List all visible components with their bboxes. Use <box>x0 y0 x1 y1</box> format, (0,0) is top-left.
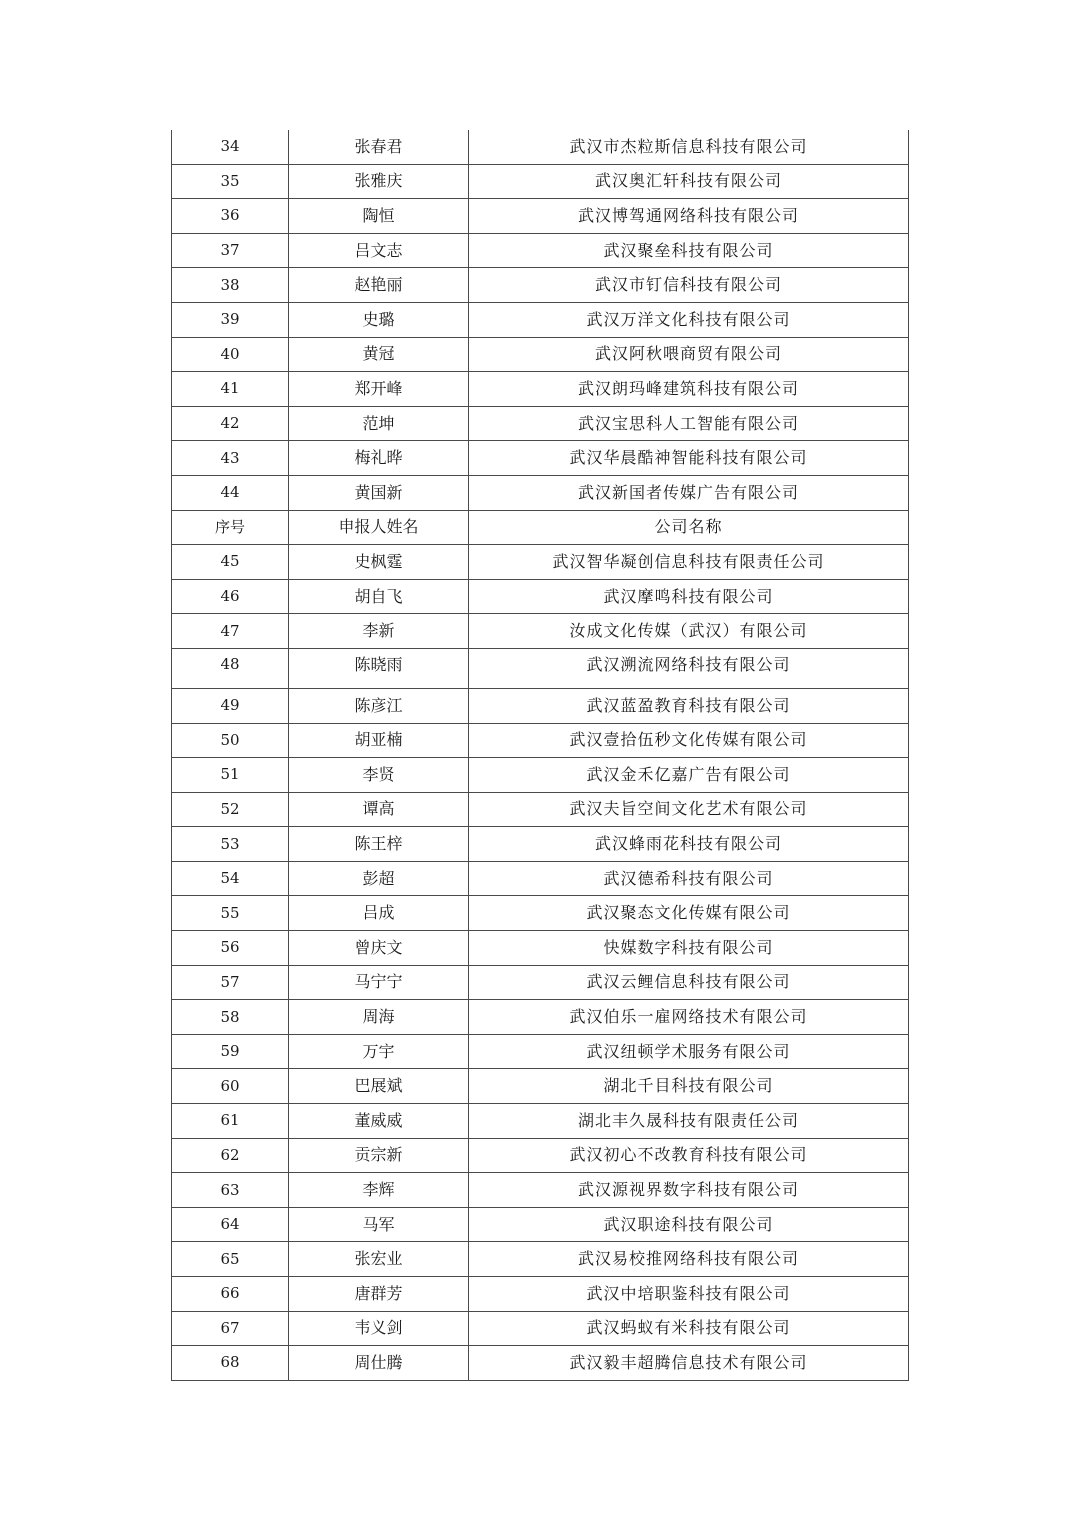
company-name-cell: 武汉摩鸣科技有限公司 <box>469 579 909 614</box>
serial-number-cell: 45 <box>172 545 289 580</box>
serial-number-cell: 59 <box>172 1034 289 1069</box>
serial-number-cell: 60 <box>172 1069 289 1104</box>
table-row <box>172 1346 909 1381</box>
applicant-name-cell: 彭超 <box>289 861 469 896</box>
table-row <box>172 441 909 476</box>
serial-number-cell: 46 <box>172 579 289 614</box>
company-name-cell: 湖北千目科技有限公司 <box>469 1069 909 1104</box>
serial-number-cell: 48 <box>172 648 289 688</box>
company-name-cell: 武汉源视界数字科技有限公司 <box>469 1173 909 1208</box>
serial-number-cell: 66 <box>172 1277 289 1312</box>
applicant-name-cell: 赵艳丽 <box>289 268 469 303</box>
table-row <box>172 1000 909 1035</box>
company-name-cell: 武汉壹拾伍秒文化传媒有限公司 <box>469 723 909 758</box>
applicant-name-cell: 韦义剑 <box>289 1311 469 1346</box>
company-name-cell: 武汉德希科技有限公司 <box>469 861 909 896</box>
company-name-cell: 武汉初心不改教育科技有限公司 <box>469 1138 909 1173</box>
serial-number-cell: 47 <box>172 614 289 649</box>
applicant-name-cell: 万宇 <box>289 1034 469 1069</box>
applicant-name-cell: 陈彦江 <box>289 688 469 723</box>
table-row <box>172 475 909 510</box>
company-name-cell: 武汉宝思科人工智能有限公司 <box>469 406 909 441</box>
company-name-cell: 武汉蜂雨花科技有限公司 <box>469 827 909 862</box>
table-row <box>172 164 909 199</box>
serial-number-cell: 35 <box>172 164 289 199</box>
table-row <box>172 861 909 896</box>
table-row <box>172 1311 909 1346</box>
serial-number-cell: 41 <box>172 372 289 407</box>
company-name-cell: 武汉易校推网络科技有限公司 <box>469 1242 909 1277</box>
table-row <box>172 337 909 372</box>
applicant-name-cell: 贡宗新 <box>289 1138 469 1173</box>
company-name-cell: 武汉智华凝创信息科技有限责任公司 <box>469 545 909 580</box>
table-row <box>172 896 909 931</box>
serial-number-cell: 53 <box>172 827 289 862</box>
serial-number-cell: 44 <box>172 475 289 510</box>
table-row <box>172 758 909 793</box>
serial-number-cell: 43 <box>172 441 289 476</box>
applicant-name-cell: 郑开峰 <box>289 372 469 407</box>
table-row <box>172 965 909 1000</box>
company-name-cell: 武汉华晨酷神智能科技有限公司 <box>469 441 909 476</box>
applicant-name-cell: 李新 <box>289 614 469 649</box>
applicant-name-cell: 胡亚楠 <box>289 723 469 758</box>
company-name-cell: 武汉云鲤信息科技有限公司 <box>469 965 909 1000</box>
company-name-cell: 汝成文化传媒（武汉）有限公司 <box>469 614 909 649</box>
table-row <box>172 648 909 688</box>
table-row <box>172 1277 909 1312</box>
table-row <box>172 1173 909 1208</box>
company-name-cell: 武汉聚态文化传媒有限公司 <box>469 896 909 931</box>
applicant-name-cell: 黄冠 <box>289 337 469 372</box>
applicant-name-cell: 周海 <box>289 1000 469 1035</box>
table-row <box>172 1207 909 1242</box>
table-row <box>172 1034 909 1069</box>
company-name-cell: 武汉奥汇轩科技有限公司 <box>469 164 909 199</box>
table-row <box>172 931 909 966</box>
table-row <box>172 827 909 862</box>
serial-number-cell: 40 <box>172 337 289 372</box>
company-name-cell: 武汉聚垒科技有限公司 <box>469 233 909 268</box>
company-name-header: 公司名称 <box>469 510 909 545</box>
applicant-name-cell: 唐群芳 <box>289 1277 469 1312</box>
applicant-name-cell: 李辉 <box>289 1173 469 1208</box>
company-name-cell: 湖北丰久晟科技有限责任公司 <box>469 1104 909 1139</box>
serial-number-cell: 64 <box>172 1207 289 1242</box>
company-name-cell: 武汉蚂蚁有米科技有限公司 <box>469 1311 909 1346</box>
serial-number-cell: 62 <box>172 1138 289 1173</box>
applicant-name-cell: 周仕腾 <box>289 1346 469 1381</box>
applicant-name-cell: 张春君 <box>289 130 469 164</box>
applicant-name-cell: 胡自飞 <box>289 579 469 614</box>
serial-number-cell: 34 <box>172 130 289 164</box>
table-row <box>172 792 909 827</box>
company-name-cell: 武汉市杰粒斯信息科技有限公司 <box>469 130 909 164</box>
serial-number-cell: 49 <box>172 688 289 723</box>
company-name-cell: 武汉新国者传媒广告有限公司 <box>469 475 909 510</box>
applicant-name-cell: 史璐 <box>289 302 469 337</box>
serial-number-cell: 65 <box>172 1242 289 1277</box>
table-row <box>172 268 909 303</box>
table-row <box>172 545 909 580</box>
company-name-cell: 武汉万洋文化科技有限公司 <box>469 302 909 337</box>
company-name-cell: 武汉夫旨空间文化艺术有限公司 <box>469 792 909 827</box>
table-row <box>172 1138 909 1173</box>
table-row <box>172 130 909 164</box>
applicant-name-cell: 巴展斌 <box>289 1069 469 1104</box>
serial-number-cell: 56 <box>172 931 289 966</box>
table-row <box>172 302 909 337</box>
serial-number-cell: 39 <box>172 302 289 337</box>
applicant-name-cell: 谭高 <box>289 792 469 827</box>
table-row <box>172 199 909 234</box>
applicant-name-cell: 李贤 <box>289 758 469 793</box>
company-name-cell: 武汉阿秋喂商贸有限公司 <box>469 337 909 372</box>
serial-number-cell: 51 <box>172 758 289 793</box>
applicant-name-cell: 黄国新 <box>289 475 469 510</box>
serial-number-cell: 67 <box>172 1311 289 1346</box>
applicant-name-header: 申报人姓名 <box>289 510 469 545</box>
table-row <box>172 233 909 268</box>
serial-number-cell: 68 <box>172 1346 289 1381</box>
table-row <box>172 1242 909 1277</box>
applicant-name-cell: 马军 <box>289 1207 469 1242</box>
company-name-cell: 武汉中培职鉴科技有限公司 <box>469 1277 909 1312</box>
serial-number-cell: 55 <box>172 896 289 931</box>
serial-number-cell: 36 <box>172 199 289 234</box>
applicant-name-cell: 吕文志 <box>289 233 469 268</box>
applicant-name-cell: 张宏业 <box>289 1242 469 1277</box>
applicant-name-cell: 陶恒 <box>289 199 469 234</box>
table-row <box>172 406 909 441</box>
applicant-name-cell: 范坤 <box>289 406 469 441</box>
serial-number-cell: 52 <box>172 792 289 827</box>
serial-number-cell: 42 <box>172 406 289 441</box>
serial-number-cell: 58 <box>172 1000 289 1035</box>
company-name-cell: 武汉金禾亿嘉广告有限公司 <box>469 758 909 793</box>
applicant-name-cell: 吕成 <box>289 896 469 931</box>
table-row <box>172 372 909 407</box>
serial-number-header: 序号 <box>172 510 289 545</box>
table-row <box>172 723 909 758</box>
applicant-name-cell: 马宁宁 <box>289 965 469 1000</box>
applicant-table <box>171 130 909 1381</box>
company-name-cell: 武汉蓝盈教育科技有限公司 <box>469 688 909 723</box>
applicant-name-cell: 曾庆文 <box>289 931 469 966</box>
applicant-name-cell: 董威威 <box>289 1104 469 1139</box>
table-row <box>172 1069 909 1104</box>
serial-number-cell: 54 <box>172 861 289 896</box>
applicant-name-cell: 陈晓雨 <box>289 648 469 688</box>
company-name-cell: 武汉博驾通网络科技有限公司 <box>469 199 909 234</box>
applicant-name-cell: 梅礼晔 <box>289 441 469 476</box>
serial-number-cell: 37 <box>172 233 289 268</box>
applicant-name-cell: 史枫霆 <box>289 545 469 580</box>
applicant-name-cell: 张雅庆 <box>289 164 469 199</box>
serial-number-cell: 38 <box>172 268 289 303</box>
serial-number-cell: 63 <box>172 1173 289 1208</box>
table-row <box>172 1104 909 1139</box>
applicant-name-cell: 陈王梓 <box>289 827 469 862</box>
company-name-cell: 武汉毅丰超腾信息技术有限公司 <box>469 1346 909 1381</box>
company-name-cell: 快媒数字科技有限公司 <box>469 931 909 966</box>
serial-number-cell: 50 <box>172 723 289 758</box>
company-name-cell: 武汉朗玛峰建筑科技有限公司 <box>469 372 909 407</box>
company-name-cell: 武汉纽顿学术服务有限公司 <box>469 1034 909 1069</box>
table-row <box>172 579 909 614</box>
company-name-cell: 武汉伯乐一雇网络技术有限公司 <box>469 1000 909 1035</box>
company-name-cell: 武汉市钉信科技有限公司 <box>469 268 909 303</box>
table-row <box>172 614 909 649</box>
serial-number-cell: 57 <box>172 965 289 1000</box>
table-row <box>172 688 909 723</box>
company-name-cell: 武汉职途科技有限公司 <box>469 1207 909 1242</box>
company-name-cell: 武汉溯流网络科技有限公司 <box>469 648 909 688</box>
table-header-row <box>172 510 909 545</box>
serial-number-cell: 61 <box>172 1104 289 1139</box>
